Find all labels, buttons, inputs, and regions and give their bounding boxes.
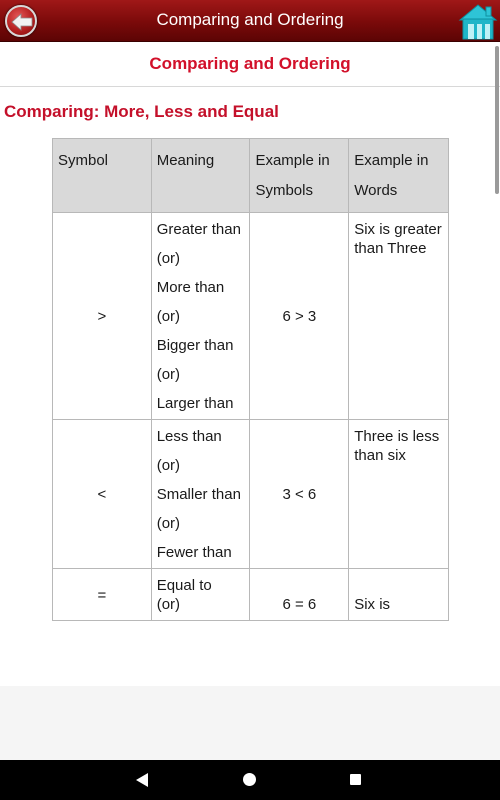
meaning-line: (or) — [156, 308, 181, 325]
meaning-line: Greater than — [156, 221, 241, 238]
header-symbol: Symbol — [53, 139, 152, 213]
meaning-line: Equal to — [156, 577, 212, 594]
meaning-line: (or) — [156, 457, 181, 474]
table-header-row — [53, 139, 449, 213]
scrollbar-thumb[interactable] — [495, 46, 499, 194]
symbol-cell: > — [53, 213, 152, 420]
meaning-line: (or) — [156, 515, 181, 532]
example-symbols-cell: 6 = 6 — [250, 569, 349, 621]
meaning-line: Less than — [156, 428, 222, 445]
page-title: Comparing and Ordering — [149, 54, 351, 73]
meaning-cell — [151, 569, 250, 621]
table-row — [53, 569, 449, 621]
table-row — [53, 420, 449, 569]
table-row — [53, 213, 449, 420]
section-title: Comparing: More, Less and Equal — [4, 102, 279, 121]
meaning-line: Fewer than — [156, 544, 232, 561]
nav-back-icon[interactable] — [135, 772, 149, 788]
symbol-cell: < — [53, 420, 152, 569]
nav-recent-icon[interactable] — [350, 774, 361, 785]
meaning-line: (or) — [156, 596, 181, 613]
app-bar-title: Comparing and Ordering — [156, 10, 344, 29]
example-words-cell: Six is greater than Three — [349, 213, 449, 420]
meaning-line: More than — [156, 279, 225, 296]
bottom-blank-area — [0, 686, 500, 760]
symbol-cell: = — [53, 569, 152, 621]
header-example-symbols: Example in Symbols — [250, 139, 349, 213]
example-symbols-cell: 3 < 6 — [250, 420, 349, 569]
meaning-line: (or) — [156, 366, 181, 383]
meaning-line: Bigger than — [156, 337, 234, 354]
example-words-cell: Six is — [349, 569, 449, 621]
system-nav-bar — [0, 760, 500, 800]
meaning-line: Smaller than — [156, 486, 241, 503]
meaning-line: Larger than — [156, 395, 234, 412]
comparison-table — [52, 138, 449, 621]
header-example-words: Example in Words — [349, 139, 449, 213]
example-words-cell: Three is less than six — [349, 420, 449, 569]
title-divider — [0, 86, 500, 87]
meaning-cell — [151, 420, 250, 569]
nav-home-icon[interactable] — [243, 773, 256, 786]
meaning-line: (or) — [156, 250, 181, 267]
example-symbols-cell: 6 > 3 — [250, 213, 349, 420]
meaning-cell — [151, 213, 250, 420]
header-meaning: Meaning — [151, 139, 250, 213]
